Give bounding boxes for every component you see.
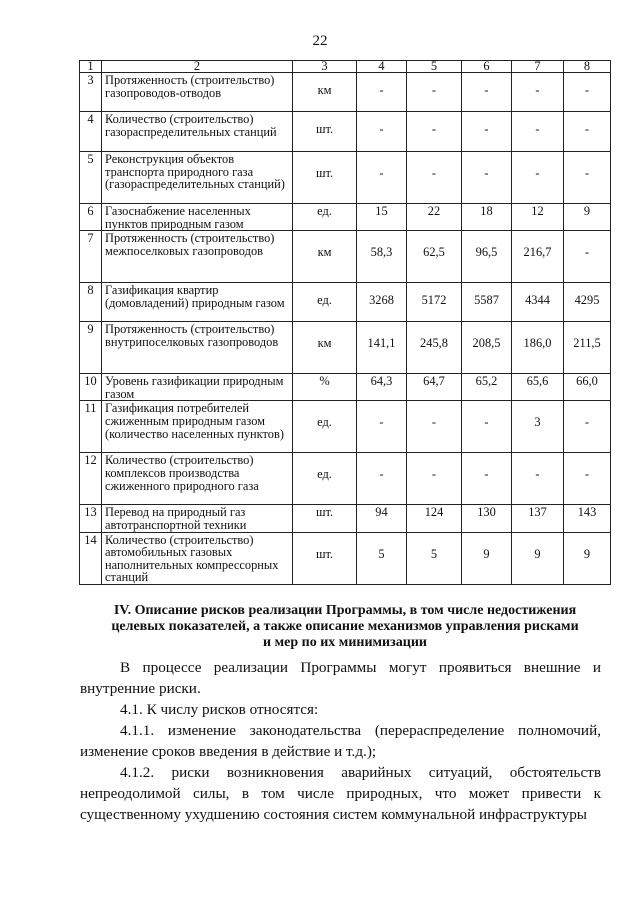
table-header-row xyxy=(80,61,611,73)
value-cell: 12 xyxy=(512,204,564,231)
paragraph: 4.1.1. изменение законодательства (перераспределение полномочий, изменение сроков введения в действие и т.д.); xyxy=(80,722,601,760)
value-cell: 186,0 xyxy=(512,322,564,374)
value-cell: - xyxy=(407,401,462,453)
value-cell: 62,5 xyxy=(407,231,462,283)
indicator-name-cell: Газификация квартир (домовладений) природным газом xyxy=(102,283,293,322)
header-cell: 2 xyxy=(102,61,293,73)
row-number-cell: 6 xyxy=(80,204,102,231)
unit-cell: шт. xyxy=(293,532,357,584)
indicator-name-cell: Протяженность (строительство) межпоселковых газопроводов xyxy=(102,231,293,283)
indicator-name-cell: Газоснабжение населенных пунктов природным газом xyxy=(102,204,293,231)
value-cell: 216,7 xyxy=(512,231,564,283)
page-number: 22 xyxy=(312,33,328,49)
indicator-name-cell: Количество (строительство) автомобильных газовых наполнительных компрессорных станций xyxy=(102,532,293,584)
unit-cell: ед. xyxy=(293,453,357,505)
paragraph: 4.1. К числу рисков относятся: xyxy=(120,701,319,718)
value-cell: - xyxy=(512,152,564,204)
header-cell: 4 xyxy=(357,61,407,73)
value-cell: 58,3 xyxy=(357,231,407,283)
unit-cell: % xyxy=(293,374,357,401)
value-cell: 143 xyxy=(564,505,611,532)
value-cell: 96,5 xyxy=(462,231,512,283)
value-cell: - xyxy=(564,152,611,204)
value-cell: - xyxy=(357,73,407,112)
table-row xyxy=(80,204,611,231)
value-cell: 64,7 xyxy=(407,374,462,401)
value-cell: - xyxy=(462,112,512,152)
table-row xyxy=(80,453,611,505)
value-cell: 5172 xyxy=(407,283,462,322)
value-cell: 3268 xyxy=(357,283,407,322)
unit-cell: км xyxy=(293,231,357,283)
header-cell: 5 xyxy=(407,61,462,73)
value-cell: 15 xyxy=(357,204,407,231)
table-row xyxy=(80,152,611,204)
value-cell: - xyxy=(564,401,611,453)
value-cell: 66,0 xyxy=(564,374,611,401)
value-cell: - xyxy=(564,73,611,112)
row-number-cell: 13 xyxy=(80,505,102,532)
value-cell: 65,2 xyxy=(462,374,512,401)
table-row xyxy=(80,231,611,283)
value-cell: 9 xyxy=(512,532,564,584)
table-row xyxy=(80,532,611,584)
value-cell: 94 xyxy=(357,505,407,532)
value-cell: 22 xyxy=(407,204,462,231)
table-row xyxy=(80,283,611,322)
value-cell: - xyxy=(357,112,407,152)
row-number-cell: 4 xyxy=(80,112,102,152)
value-cell: 137 xyxy=(512,505,564,532)
value-cell: - xyxy=(512,73,564,112)
value-cell: - xyxy=(357,453,407,505)
value-cell: 4295 xyxy=(564,283,611,322)
value-cell: - xyxy=(564,231,611,283)
value-cell: 124 xyxy=(407,505,462,532)
table-row xyxy=(80,505,611,532)
indicator-name-cell: Протяженность (строительство) внутрипоселковых газопроводов xyxy=(102,322,293,374)
indicator-name-cell: Уровень газификации природным газом xyxy=(102,374,293,401)
indicator-name-cell: Реконструкция объектов транспорта природного газа (газораспределительных станций) xyxy=(102,152,293,204)
indicator-name-cell: Количество (строительство) газораспределительных станций xyxy=(102,112,293,152)
value-cell: 3 xyxy=(512,401,564,453)
row-number-cell: 8 xyxy=(80,283,102,322)
header-cell: 8 xyxy=(564,61,611,73)
row-number-cell: 14 xyxy=(80,532,102,584)
value-cell: - xyxy=(512,453,564,505)
value-cell: - xyxy=(512,112,564,152)
header-cell: 7 xyxy=(512,61,564,73)
value-cell: - xyxy=(462,401,512,453)
section-heading-line: целевых показателей, а также описание механизмов управления рисками xyxy=(111,619,579,634)
unit-cell: шт. xyxy=(293,112,357,152)
indicator-name-cell: Перевод на природный газ автотранспортной техники xyxy=(102,505,293,532)
value-cell: - xyxy=(357,401,407,453)
value-cell: - xyxy=(407,73,462,112)
table-body xyxy=(80,61,611,585)
value-cell: - xyxy=(564,112,611,152)
value-cell: 208,5 xyxy=(462,322,512,374)
value-cell: - xyxy=(462,453,512,505)
value-cell: 18 xyxy=(462,204,512,231)
value-cell: 9 xyxy=(462,532,512,584)
indicator-name-cell: Количество (строительство) комплексов производства сжиженного природного газа xyxy=(102,453,293,505)
value-cell: 5 xyxy=(357,532,407,584)
body-text xyxy=(80,657,601,825)
unit-cell: км xyxy=(293,73,357,112)
value-cell: 5587 xyxy=(462,283,512,322)
value-cell: 5 xyxy=(407,532,462,584)
value-cell: 9 xyxy=(564,532,611,584)
row-number-cell: 10 xyxy=(80,374,102,401)
header-cell: 3 xyxy=(293,61,357,73)
value-cell: 65,6 xyxy=(512,374,564,401)
value-cell: - xyxy=(357,152,407,204)
unit-cell: ед. xyxy=(293,283,357,322)
section-heading-line: IV. Описание рисков реализации Программы, в том числе недостижения xyxy=(113,603,577,618)
table-row xyxy=(80,73,611,112)
value-cell: 141,1 xyxy=(357,322,407,374)
paragraph: 4.1.2. риски возникновения аварийных ситуаций, обстоятельств непреодолимой силы, в том числе природных, что может привести к существенному ухудшению состояния систем коммунальной инфраструктуры xyxy=(80,764,601,823)
value-cell: - xyxy=(407,152,462,204)
indicators-table xyxy=(79,60,611,585)
row-number-cell: 3 xyxy=(80,73,102,112)
row-number-cell: 11 xyxy=(80,401,102,453)
table-row xyxy=(80,401,611,453)
value-cell: - xyxy=(407,453,462,505)
table-row xyxy=(80,374,611,401)
table-row xyxy=(80,322,611,374)
value-cell: 9 xyxy=(564,204,611,231)
unit-cell: шт. xyxy=(293,152,357,204)
unit-cell: ед. xyxy=(293,204,357,231)
paragraph: В процессе реализации Программы могут проявиться внешние и внутренние риски. xyxy=(80,659,601,697)
unit-cell: ед. xyxy=(293,401,357,453)
value-cell: 64,3 xyxy=(357,374,407,401)
value-cell: - xyxy=(462,73,512,112)
value-cell: 130 xyxy=(462,505,512,532)
value-cell: - xyxy=(407,112,462,152)
row-number-cell: 9 xyxy=(80,322,102,374)
row-number-cell: 5 xyxy=(80,152,102,204)
value-cell: 245,8 xyxy=(407,322,462,374)
header-cell: 6 xyxy=(462,61,512,73)
section-heading xyxy=(80,603,610,651)
indicator-name-cell: Протяженность (строительство) газопроводов-отводов xyxy=(102,73,293,112)
header-cell: 1 xyxy=(80,61,102,73)
value-cell: - xyxy=(564,453,611,505)
value-cell: 4344 xyxy=(512,283,564,322)
unit-cell: шт. xyxy=(293,505,357,532)
indicator-name-cell: Газификация потребителей сжиженным природным газом (количество населенных пунктов) xyxy=(102,401,293,453)
row-number-cell: 7 xyxy=(80,231,102,283)
value-cell: - xyxy=(462,152,512,204)
section-heading-line: и мер по их минимизации xyxy=(263,635,427,650)
table-row xyxy=(80,112,611,152)
row-number-cell: 12 xyxy=(80,453,102,505)
value-cell: 211,5 xyxy=(564,322,611,374)
unit-cell: км xyxy=(293,322,357,374)
